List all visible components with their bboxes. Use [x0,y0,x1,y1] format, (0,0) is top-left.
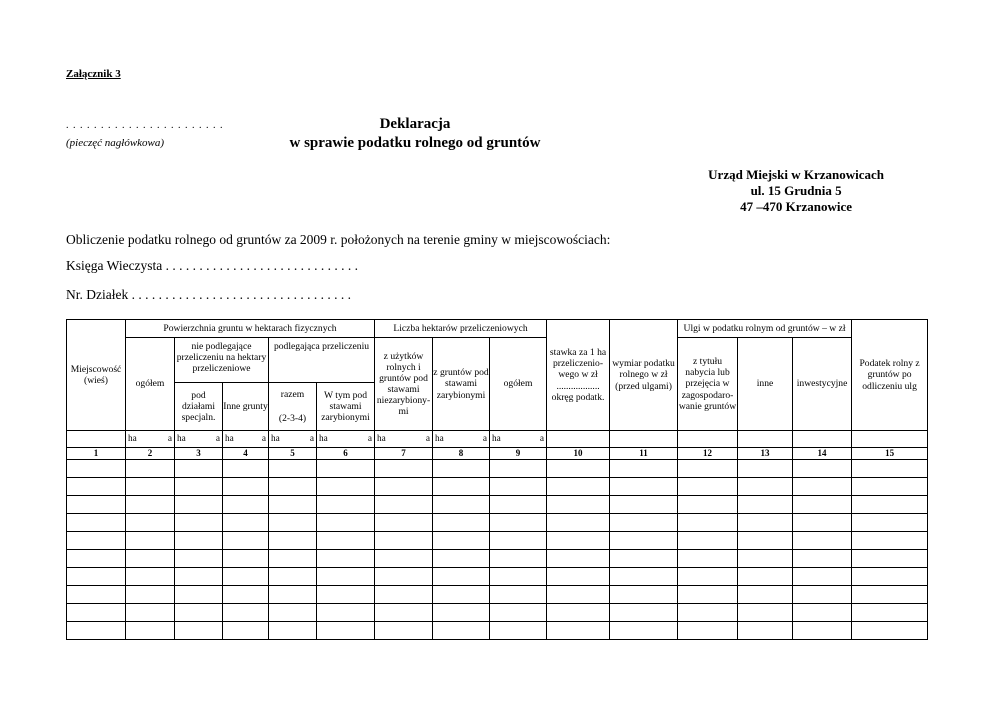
unit-cell [678,431,738,448]
table-row [67,496,928,514]
unit-cell [375,431,433,448]
sum-formula: (2-3-4) [278,412,307,424]
table-cell[interactable] [610,514,678,532]
table-cell[interactable] [67,532,126,550]
table-cell[interactable] [547,532,610,550]
header-total: ogółem [126,338,175,431]
table-row [67,604,928,622]
table-cell[interactable] [269,460,317,478]
column-number: 8 [433,448,490,460]
table-cell[interactable] [317,514,375,532]
table-cell[interactable] [375,532,433,550]
table-cell[interactable] [67,550,126,568]
table-row [67,550,928,568]
table-cell[interactable] [738,604,793,622]
table-cell[interactable] [738,532,793,550]
table-cell[interactable] [269,478,317,496]
table-cell[interactable] [269,568,317,586]
unit-ha: ha [128,433,137,444]
table-cell[interactable] [269,514,317,532]
table-cell[interactable] [793,568,852,586]
table-cell[interactable] [547,586,610,604]
table-cell[interactable] [126,478,175,496]
plot-numbers-field[interactable]: Nr. Działek . . . . . . . . . . . . . . . . . . . . . . . . . . . . . . . . . [66,287,351,302]
table-cell[interactable] [126,496,175,514]
table-cell[interactable] [433,532,490,550]
table-cell[interactable] [375,622,433,640]
table-cell[interactable] [738,496,793,514]
calculation-line: Obliczenie podatku rolnego od gruntów za 2009 r. położonych na terenie gminy w miejscowościach: [66,232,611,247]
header-rate [547,320,610,431]
table-cell[interactable] [223,568,269,586]
table-cell[interactable] [67,586,126,604]
table-cell[interactable] [67,604,126,622]
table-cell[interactable] [433,478,490,496]
header-conv-total: ogółem [490,338,547,431]
table-cell[interactable] [678,514,738,532]
table-cell[interactable] [547,460,610,478]
land-register-field[interactable]: Księga Wieczysta . . . . . . . . . . . . . . . . . . . . . . . . . . . . . [66,258,359,273]
office-address [708,167,884,215]
table-cell[interactable] [126,586,175,604]
header-sum [269,383,317,431]
column-number: 1 [67,448,126,460]
table-cell[interactable] [317,496,375,514]
table-cell[interactable] [852,622,928,640]
column-number: 10 [547,448,610,460]
table-cell[interactable] [547,604,610,622]
table-cell[interactable] [126,604,175,622]
table-cell[interactable] [375,514,433,532]
table-cell[interactable] [547,550,610,568]
header-tax-amount: wymiar podatku rolnego w zł (przed ulgami) [610,320,678,431]
table-row [67,586,928,604]
table-cell[interactable] [793,460,852,478]
table-cell[interactable] [433,586,490,604]
table-cell[interactable] [738,460,793,478]
column-number: 14 [793,448,852,460]
unit-cell [126,431,175,448]
sum-label: razem [280,389,305,401]
unit-ha: ha [377,433,386,444]
table-cell[interactable] [317,478,375,496]
table-cell[interactable] [317,586,375,604]
table-cell[interactable] [793,604,852,622]
table-cell[interactable] [852,460,928,478]
table-cell[interactable] [126,514,175,532]
header-reliefs-group: Ulgi w podatku rolnym od gruntów – w zł [678,320,852,338]
table-cell[interactable] [269,622,317,640]
table-cell[interactable] [738,586,793,604]
header-relief-acq: z tytułu nabycia lub przejęcia w zagospodaro-wanie gruntów [678,338,738,431]
unit-cell [223,431,269,448]
table-cell[interactable] [610,604,678,622]
unit-cell [852,431,928,448]
rate-dots: .................. [556,380,600,392]
table-cell[interactable] [375,604,433,622]
table-row [67,532,928,550]
header-tax-after: Podatek rolny z gruntów po odliczeniu ulg [852,320,928,431]
table-cell[interactable] [175,532,223,550]
header-other-land: Inne grunty [223,383,269,431]
table-cell[interactable] [175,604,223,622]
table-cell[interactable] [547,478,610,496]
table-cell[interactable] [67,568,126,586]
header-relief-invest: inwestycyjne [793,338,852,431]
header-relief-other: inne [738,338,793,431]
table-cell[interactable] [317,622,375,640]
unit-ha: ha [492,433,501,444]
table-cell[interactable] [269,532,317,550]
unit-cell [67,431,126,448]
unit-cell [269,431,317,448]
unit-cell [610,431,678,448]
unit-ha: ha [435,433,444,444]
unit-a: a [167,433,172,444]
table-cell[interactable] [678,622,738,640]
table-cell[interactable] [490,586,547,604]
table-cell[interactable] [793,478,852,496]
table-cell[interactable] [375,496,433,514]
table-cell[interactable] [67,478,126,496]
table-cell[interactable] [375,460,433,478]
table-cell[interactable] [678,550,738,568]
table-cell[interactable] [678,568,738,586]
unit-a: a [215,433,220,444]
document-title [260,115,570,153]
table-cell[interactable] [610,478,678,496]
table-cell[interactable] [223,532,269,550]
table-cell[interactable] [738,514,793,532]
table-cell[interactable] [490,514,547,532]
unit-a: a [482,433,488,444]
unit-a: a [309,433,314,444]
table-cell[interactable] [223,586,269,604]
table-cell[interactable] [547,622,610,640]
table-cell[interactable] [223,550,269,568]
column-number: 13 [738,448,793,460]
table-cell[interactable] [317,568,375,586]
column-number: 3 [175,448,223,460]
header-area-group: Powierzchnia gruntu w hektarach fizycznych [126,320,375,338]
unit-a: a [539,433,545,444]
table-cell[interactable] [223,622,269,640]
table-cell[interactable] [223,514,269,532]
rate-district: okręg podatk. [551,391,605,403]
unit-ha: ha [177,433,186,444]
unit-cell [547,431,610,448]
table-cell[interactable] [126,568,175,586]
table-cell[interactable] [269,550,317,568]
table-cell[interactable] [175,568,223,586]
unit-cell [793,431,852,448]
table-cell[interactable] [738,568,793,586]
column-number: 11 [610,448,678,460]
stamp-label: (pieczęć nagłówkowa) [66,137,165,149]
table-cell[interactable] [126,550,175,568]
table-cell[interactable] [738,622,793,640]
table-row [67,478,928,496]
table-cell[interactable] [175,622,223,640]
header-subject: podlegająca przeliczeniu [269,338,375,383]
table-cell[interactable] [490,568,547,586]
table-cell[interactable] [793,514,852,532]
table-cell[interactable] [793,532,852,550]
office-street: ul. 15 Grudnia 5 [750,183,842,198]
unit-row [67,431,928,448]
table-cell[interactable] [175,514,223,532]
table-row [67,622,928,640]
table-cell[interactable] [852,568,928,586]
table-cell[interactable] [793,496,852,514]
table-cell[interactable] [852,550,928,568]
table-cell[interactable] [852,586,928,604]
table-cell[interactable] [490,496,547,514]
table-cell[interactable] [269,604,317,622]
table-cell[interactable] [375,550,433,568]
unit-ha: ha [319,433,328,444]
table-cell[interactable] [317,604,375,622]
table-cell[interactable] [175,460,223,478]
table-cell[interactable] [852,514,928,532]
table-cell[interactable] [678,532,738,550]
unit-a: a [261,433,266,444]
table-cell[interactable] [317,550,375,568]
table-row [67,460,928,478]
table-cell[interactable] [375,478,433,496]
table-cell[interactable] [610,568,678,586]
unit-ha: ha [271,433,280,444]
column-number: 5 [269,448,317,460]
table-cell[interactable] [547,496,610,514]
annex-label: Załącznik 3 [66,68,121,80]
table-cell[interactable] [433,550,490,568]
stamp-dots: . . . . . . . . . . . . . . . . . . . . . . . [66,120,224,131]
table-cell[interactable] [433,514,490,532]
table-cell[interactable] [490,622,547,640]
table-row [67,568,928,586]
header-incl-fish: W tym pod stawami zarybionymi [317,383,375,431]
column-number: 9 [490,448,547,460]
table-cell[interactable] [175,496,223,514]
table-cell[interactable] [433,622,490,640]
table-cell[interactable] [269,496,317,514]
table-cell[interactable] [793,550,852,568]
unit-cell [738,431,793,448]
rate-label: stawka za 1 ha przeliczenio-wego w zł [549,347,607,381]
unit-cell [317,431,375,448]
table-cell[interactable] [490,532,547,550]
office-name: Urząd Miejski w Krzanowicach [708,167,884,182]
unit-cell [433,431,490,448]
table-row [67,514,928,532]
table-cell[interactable] [852,604,928,622]
table-cell[interactable] [67,622,126,640]
table-cell[interactable] [610,496,678,514]
office-city: 47 –470 Krzanowice [740,199,853,214]
table-cell[interactable] [678,604,738,622]
column-number: 7 [375,448,433,460]
table-cell[interactable] [126,460,175,478]
table-cell[interactable] [67,460,126,478]
header-converted-group: Liczba hektarów przeliczeniowych [375,320,547,338]
table-cell[interactable] [490,604,547,622]
table-cell[interactable] [433,604,490,622]
table-cell[interactable] [490,550,547,568]
table-cell[interactable] [610,460,678,478]
column-number: 12 [678,448,738,460]
table-cell[interactable] [610,532,678,550]
table-cell[interactable] [490,460,547,478]
table-cell[interactable] [793,586,852,604]
unit-cell [490,431,547,448]
table-cell[interactable] [375,586,433,604]
table-cell[interactable] [175,478,223,496]
table-cell[interactable] [67,496,126,514]
table-cell[interactable] [610,550,678,568]
table-cell[interactable] [433,460,490,478]
table-cell[interactable] [317,532,375,550]
table-cell[interactable] [678,478,738,496]
table-cell[interactable] [317,460,375,478]
table-cell[interactable] [269,586,317,604]
table-cell[interactable] [678,586,738,604]
header-not-subject: nie podlegające przeliczeniu na hektary przeliczeniowe [175,338,269,383]
unit-a: a [425,433,431,444]
table-cell[interactable] [852,532,928,550]
column-number: 2 [126,448,175,460]
table-cell[interactable] [547,514,610,532]
header-agri-nonfish: z użytków rolnych i gruntów pod stawami niezarybiony-mi [375,338,433,431]
table-cell[interactable] [678,460,738,478]
header-fish-ponds: z gruntów pod stawami zarybionymi [433,338,490,431]
table-cell[interactable] [223,604,269,622]
table-cell[interactable] [126,532,175,550]
table-cell[interactable] [175,550,223,568]
table-cell[interactable] [433,496,490,514]
table-cell[interactable] [223,496,269,514]
column-number: 6 [317,448,375,460]
table-cell[interactable] [433,568,490,586]
table-cell[interactable] [678,496,738,514]
unit-ha: ha [225,433,234,444]
column-number: 4 [223,448,269,460]
table-cell[interactable] [610,622,678,640]
unit-cell [175,431,223,448]
table-cell[interactable] [67,514,126,532]
title-line-1: Deklaracja [379,116,451,132]
table-cell[interactable] [852,496,928,514]
declaration-table [66,319,928,640]
table-cell[interactable] [126,622,175,640]
table-cell[interactable] [738,550,793,568]
table-cell[interactable] [852,478,928,496]
header-special: pod działami specjaln. [175,383,223,431]
title-line-2: w sprawie podatku rolnego od gruntów [289,135,541,151]
table-cell[interactable] [223,460,269,478]
unit-a: a [367,433,373,444]
table-cell[interactable] [223,478,269,496]
table-cell[interactable] [738,478,793,496]
table-cell[interactable] [793,622,852,640]
column-number: 15 [852,448,928,460]
table-cell[interactable] [490,478,547,496]
column-number-row [67,448,928,460]
table-cell[interactable] [175,586,223,604]
table-cell[interactable] [610,586,678,604]
header-locality: Miejscowość (wieś) [67,320,126,431]
table-cell[interactable] [375,568,433,586]
table-cell[interactable] [547,568,610,586]
